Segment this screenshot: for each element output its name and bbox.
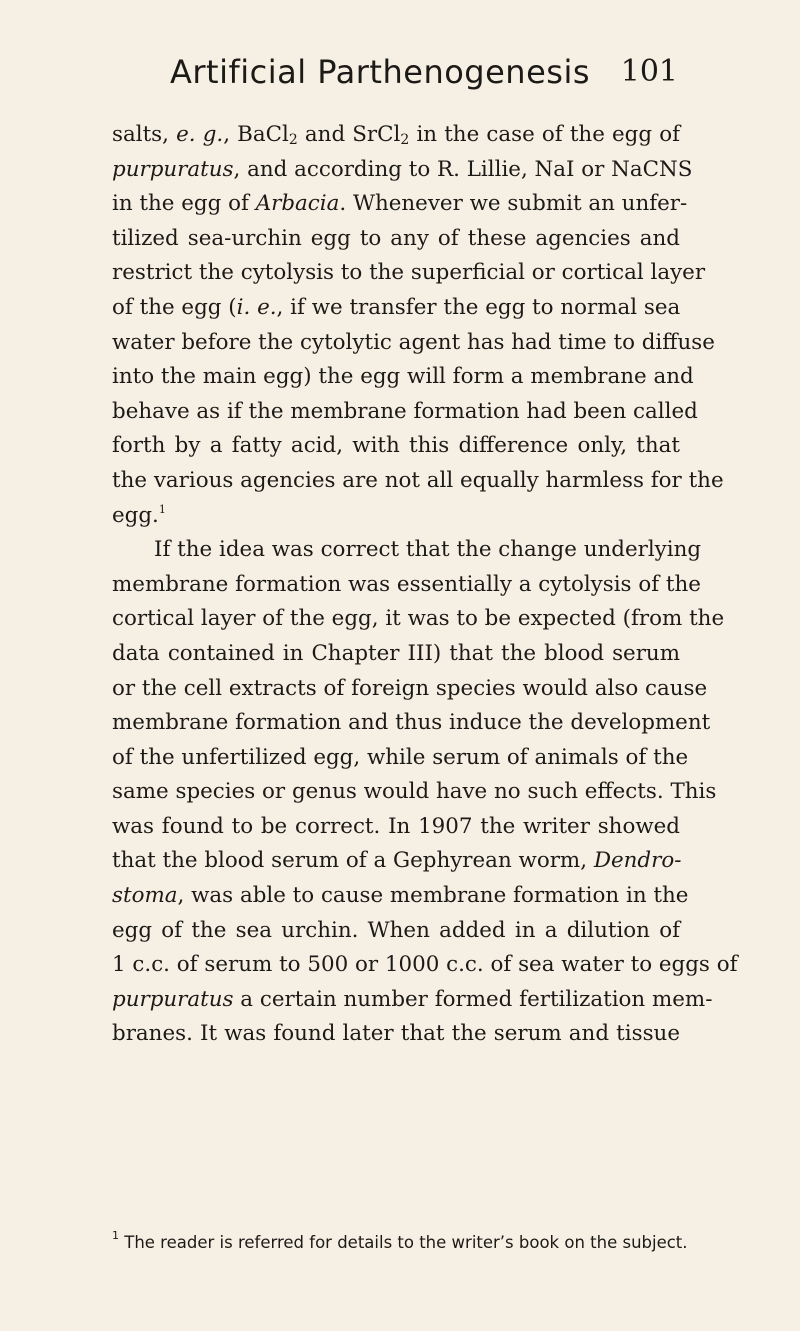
- text-line: branes. It was found later that the serum and tissue: [112, 1021, 680, 1047]
- text-line: forth by a fatty acid, with this difference only, that: [112, 433, 680, 459]
- text-line: was found to be correct. In 1907 the writer showed: [112, 813, 680, 839]
- text-line: egg.$^1$: [112, 502, 166, 528]
- text-line: behave as if the membrane formation had been called: [112, 398, 698, 424]
- text-line: cortical layer of the egg, it was to be expected (from the: [112, 606, 725, 632]
- text-line: egg of the sea urchin. When added in a dilution of: [112, 917, 680, 943]
- page-number: 101: [620, 54, 678, 89]
- text-line: salts, e. g., BaCl$_2$ and SrCl$_2$ in the case of the egg of: [112, 122, 680, 148]
- text-line: 1 c.c. of serum to 500 or 1000 c.c. of sea water to eggs of: [112, 952, 738, 978]
- text-line: water before the cytolytic agent has had time to diffuse: [112, 329, 715, 355]
- text-line: restrict the cytolysis to the superficial or cortical layer: [112, 260, 706, 286]
- text-line: or the cell extracts of foreign species would also cause: [112, 675, 708, 701]
- text-line: If the idea was correct that the change underlying: [154, 537, 702, 563]
- text-line: in the egg of Arbacia. Whenever we submit an unfer-: [112, 191, 688, 217]
- body-text: [112, 118, 738, 1052]
- footnote-marker: 1: [112, 1229, 119, 1242]
- text-line: membrane formation and thus induce the development: [112, 710, 711, 736]
- text-line: data contained in Chapter III) that the blood serum: [112, 640, 680, 666]
- text-line: the various agencies are not all equally harmless for the: [112, 467, 724, 493]
- text-line: purpuratus, and according to R. Lillie, NaI or NaCNS: [112, 156, 693, 182]
- text-line: purpuratus a certain number formed fertilization mem-: [112, 986, 713, 1012]
- text-line: that the blood serum of a Gephyrean worm, Dendro-: [112, 848, 682, 874]
- running-head: [170, 52, 680, 96]
- text-line: of the egg (i. e., if we transfer the egg to normal sea: [112, 294, 681, 320]
- text-line: same species or genus would have no such effects. This: [112, 779, 717, 805]
- text-line: stoma, was able to cause membrane formation in the: [112, 883, 689, 909]
- chapter-title: Artificial Parthenogenesis: [170, 53, 590, 91]
- text-line: tilized sea-urchin egg to any of these agencies and: [112, 225, 680, 251]
- footnote: [112, 1229, 688, 1254]
- footnote-text: The reader is referred for details to the writer’s book on the subject.: [119, 1233, 688, 1252]
- text-line: into the main egg) the egg will form a membrane and: [112, 364, 694, 390]
- footnote-ref: 1: [158, 502, 166, 516]
- text-line: of the unfertilized egg, while serum of animals of the: [112, 744, 689, 770]
- text-line: membrane formation was essentially a cytolysis of the: [112, 571, 701, 597]
